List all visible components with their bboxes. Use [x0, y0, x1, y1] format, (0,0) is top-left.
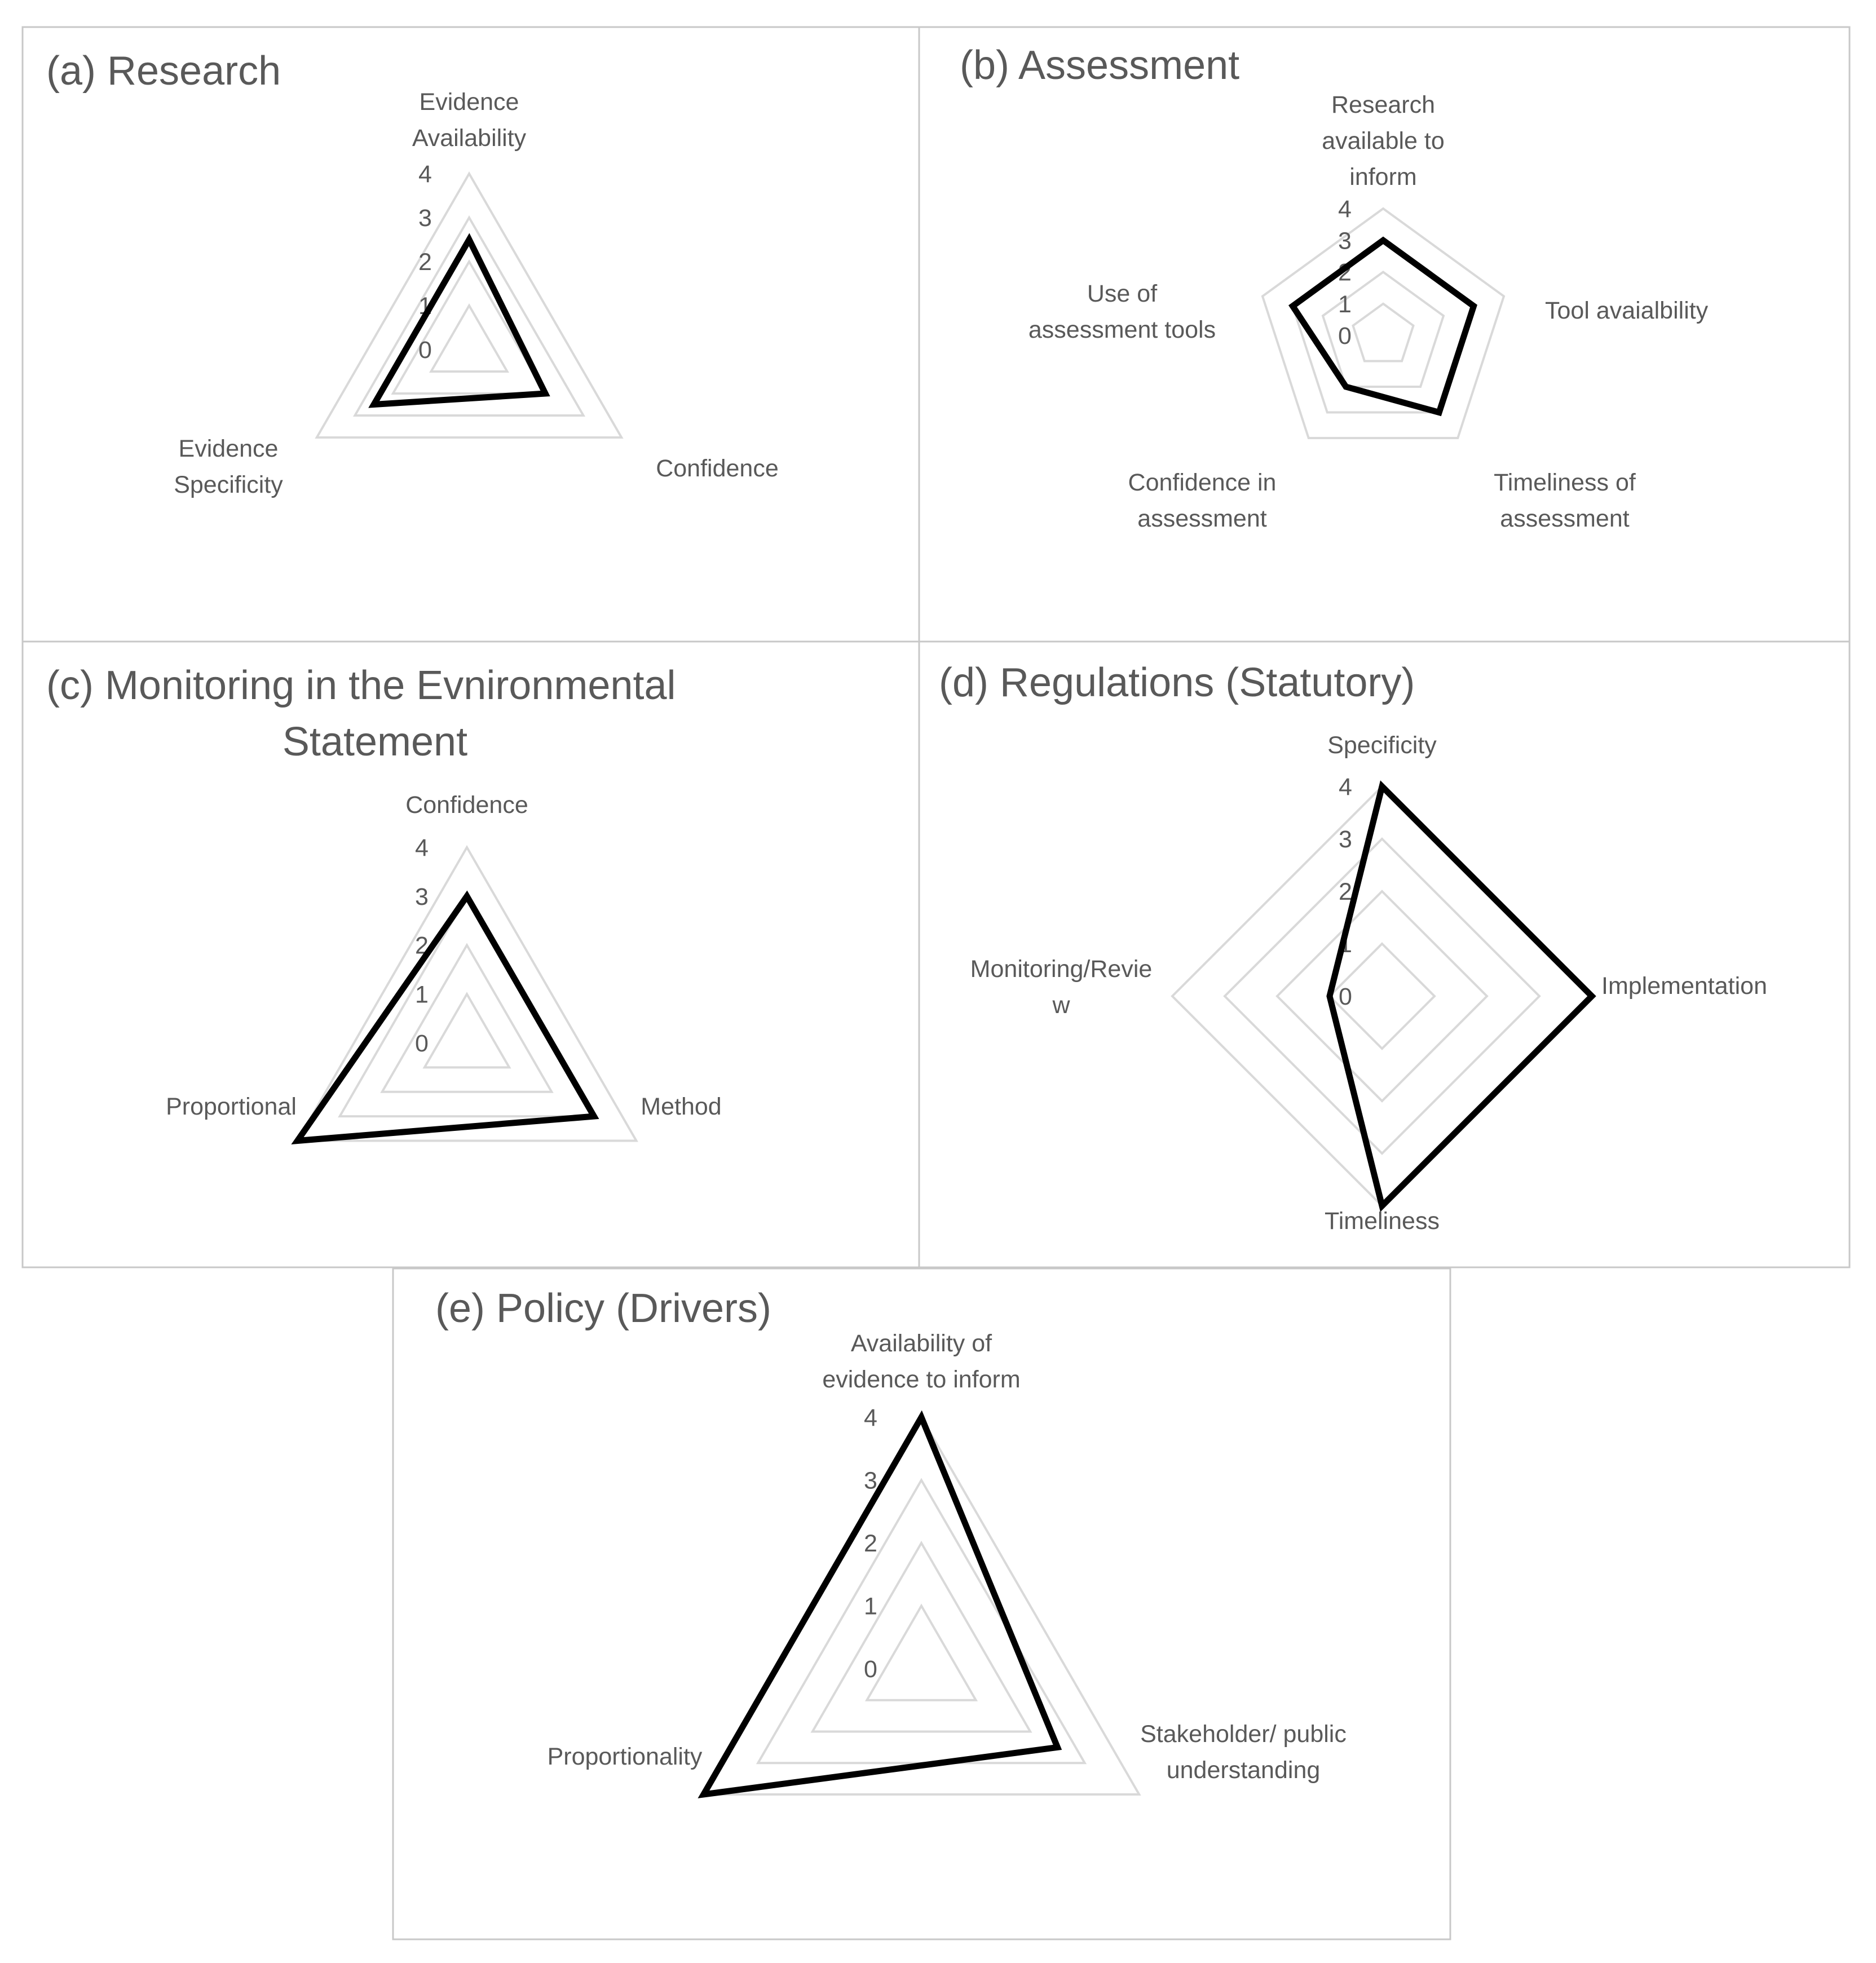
axis-label: Research available to inform [1322, 91, 1445, 191]
panel-title: (e) Policy (Drivers) [435, 1286, 772, 1331]
tick-label: 0 [1338, 322, 1352, 350]
tick-label: 3 [1338, 227, 1352, 255]
tick-label: 2 [864, 1530, 877, 1557]
panel-title: (d) Regulations (Statutory) [939, 660, 1415, 705]
tick-label: 2 [1339, 878, 1352, 905]
axis-label: Proportionality [547, 1743, 703, 1770]
tick-label: 3 [864, 1467, 877, 1495]
axis-label: Evidence Specificity [174, 435, 283, 498]
radar-panel [23, 642, 919, 1267]
tick-label: 2 [415, 932, 429, 960]
tick-label: 1 [1339, 931, 1352, 958]
axis-label: Availability of evidence to inform [822, 1330, 1021, 1393]
tick-label: 0 [864, 1656, 877, 1683]
tick-label: 1 [415, 981, 429, 1009]
tick-label: 2 [418, 249, 432, 276]
axis-label: Proportional [166, 1093, 297, 1120]
tick-label: 3 [415, 883, 429, 910]
axis-label: Timeliness of assessment [1494, 469, 1636, 532]
tick-label: 0 [415, 1030, 429, 1057]
axis-label: Confidence [405, 792, 528, 819]
radar-panel [23, 27, 919, 642]
axis-label: Implementation [1601, 972, 1767, 1000]
tick-label: 1 [864, 1593, 877, 1620]
axis-label: Method [641, 1093, 722, 1120]
radar-panel [919, 642, 1849, 1267]
panel-frame [23, 27, 919, 642]
tick-label: 3 [1339, 826, 1352, 853]
tick-label: 3 [418, 205, 432, 232]
panel-title: (a) Research [46, 48, 281, 94]
axis-label: Confidence in assessment [1128, 469, 1277, 532]
panel-title: (c) Monitoring in the Evnironmental [46, 663, 676, 708]
axis-label: Confidence [656, 455, 779, 482]
axis-label: Specificity [1327, 732, 1437, 759]
tick-label: 4 [418, 161, 432, 188]
tick-label: 0 [418, 337, 432, 364]
tick-label: 4 [1339, 773, 1352, 801]
tick-label: 4 [1338, 196, 1352, 223]
panel-title: (b) Assessment [960, 43, 1240, 88]
axis-label: Evidence Availability [412, 89, 527, 152]
tick-label: 1 [1338, 290, 1352, 318]
panel-frame [23, 642, 919, 1267]
axis-label: Timeliness [1325, 1208, 1440, 1235]
tick-label: 2 [1338, 259, 1352, 286]
radar-panel [919, 27, 1849, 642]
tick-label: 0 [1339, 983, 1352, 1010]
axis-label: Stakeholder/ public understanding [1140, 1721, 1347, 1784]
axis-label: Use of assessment tools [1028, 280, 1216, 343]
tick-label: 4 [864, 1404, 877, 1431]
panel-title: Statement [282, 719, 468, 764]
tick-label: 4 [415, 834, 429, 861]
axis-label: Tool avaialbility [1545, 297, 1709, 324]
axis-label: Monitoring/Revie w [970, 956, 1153, 1019]
radar-panel [393, 1268, 1450, 1939]
tick-label: 1 [418, 293, 432, 320]
